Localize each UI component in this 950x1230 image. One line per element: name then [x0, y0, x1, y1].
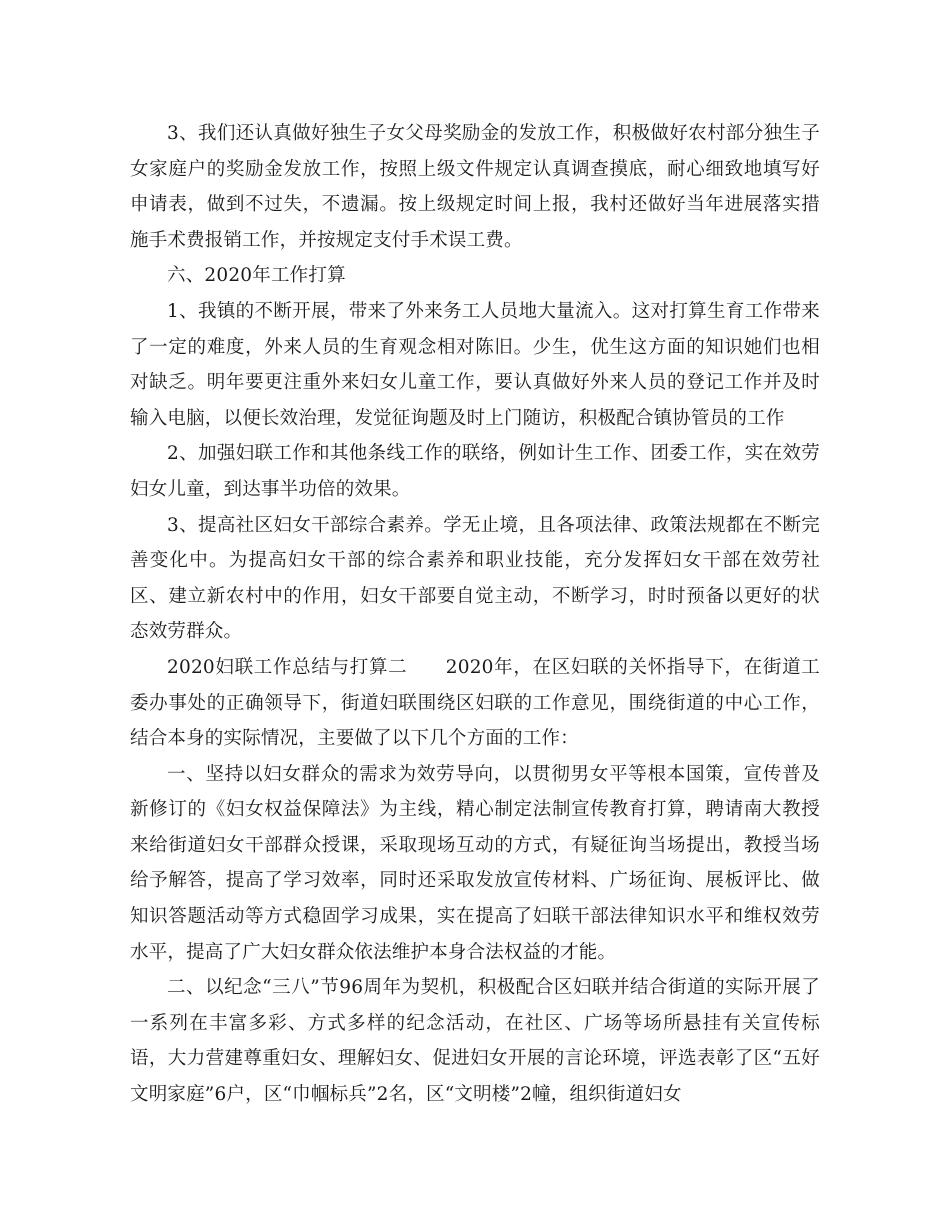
- paragraph-migrant-workers: 1、我镇的不断开展，带来了外来务工人员地大量流入。这对打算生育工作带来了一定的难度，外来人员的生育观念相对陈旧。少生，优生这方面的知识她们也相对缺乏。明年要更注重外来妇女儿童工作，要认真做好外来人员的登记工作并及时输入电脑，以便长效治理，发觉征询题及时上门随访，积极配合镇协管员的工作: [130, 300, 820, 429]
- section-heading-2020-plan: 六、2020年工作打算: [167, 265, 346, 287]
- paragraph-womens-day: 二、以纪念“三八”节96周年为契机，积极配合区妇联并结合街道的实际开展了一系列在丰富多彩、方式多样的纪念活动，在社区、广场等场所悬挂有关宣传标语，大力营建尊重妇女、理解妇女、促进妇女开展的言论环境，评选表彰了区“五好文明家庭”6户，区“巾帼标兵”2名，区“文明楼”2幢，组织街道妇女: [130, 977, 820, 1106]
- paragraph-legal-education: 一、坚持以妇女群众的需求为效劳导向，以贯彻男女平等根本国策，宣传普及新修订的《妇女权益保障法》为主线，精心制定法制宣传教育打算，聘请南大教授来给街道妇女干部群众授课，采取现场互动的方式，有疑征询当场提出，教授当场给予解答，提高了学习效率，同时还采取发放宣传材料、广场征询、展板评比、做知识答题活动等方式稳固学习成果，实在提高了妇联干部法律知识水平和维权效劳水平，提高了广大妇女群众依法维护本身合法权益的才能。: [130, 763, 820, 963]
- paragraph-subsidy-distribution: 3、我们还认真做好独生子女父母奖励金的发放工作，积极做好农村部分独生子女家庭户的奖励金发放工作，按照上级文件规定认真调查摸底，耐心细致地填写好申请表，做到不过失，不遗漏。按上级规定时间上报，我村还做好当年进展落实措施手术费报销工作，并按规定支付手术误工费。: [130, 123, 820, 251]
- paragraph-summary-intro: 2020妇联工作总结与打算二 2020年，在区妇联的关怀指导下，在街道工委办事处的正确领导下，街道妇联围绕区妇联的工作意见，围绕街道的中心工作，结合本身的实际情况，主要做了以下几个方面的工作：: [130, 656, 820, 750]
- paragraph-coordination: 2、加强妇联工作和其他条线工作的联络，例如计生工作、团委工作，实在效劳妇女儿童，到达事半功倍的效果。: [130, 443, 820, 500]
- document-body: [130, 116, 820, 1113]
- paragraph-cadre-training: 3、提高社区妇女干部综合素养。学无止境，且各项法律、政策法规都在不断完善变化中。为提高妇女干部的综合素养和职业技能，充分发挥妇女干部在效劳社区、建立新农村中的作用，妇女干部要自觉主动，不断学习，时时预备以更好的状态效劳群众。: [130, 514, 820, 643]
